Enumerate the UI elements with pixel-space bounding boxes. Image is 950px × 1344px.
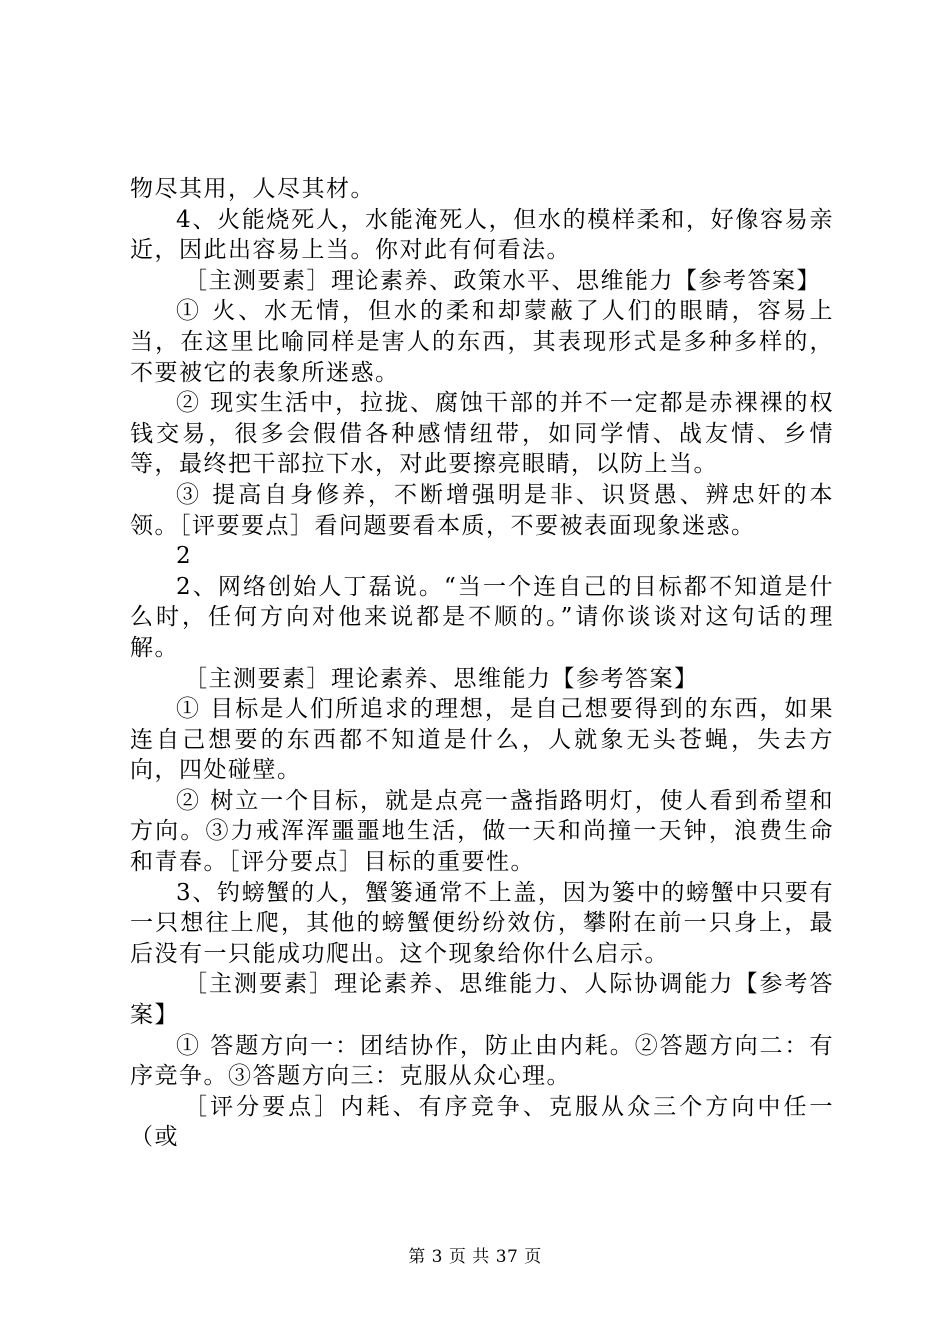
- page-footer: 第 3 页 共 37 页: [408, 1247, 542, 1267]
- paragraph-answer-1-2: ② 现实生活中，拉拢、腐蚀干部的并不一定都是赤裸裸的权钱交易，很多会假借各种感情纽带，如同学情、战友情、乡情等，最终把干部拉下水，对此要擦亮眼睛，以防上当。: [130, 390, 834, 478]
- paragraph-test-elements-1: ［主测要素］理论素养、政策水平、思维能力【参考答案】: [184, 267, 821, 294]
- paragraph-answer-1-1: ① 火、水无情，但水的柔和却蒙蔽了人们的眼睛，容易上当，在这里比喻同样是害人的东西，其表现形式是多种多样的，不要被它的表象所迷惑。: [130, 298, 834, 386]
- paragraph-test-elements-3: ［主测要素］理论素养、思维能力、人际协调能力【参考答案】: [130, 971, 834, 1029]
- paragraph-question-2: 2、网络创始人丁磊说。“当一个连自己的目标都不知道是什么时，任何方向对他来说都是不顺的。”请你谈谈对这句话的理解。: [130, 573, 834, 661]
- paragraph-scoring-points-3: ［评分要点］内耗、有序竞争、克服从众三个方向中任一（或: [130, 1093, 834, 1151]
- document-body: [130, 174, 834, 1153]
- paragraph-answer-2-1: ① 目标是人们所追求的理想，是自己想要得到的东西，如果连自己想要的东西都不知道是什么，人就象无头苍蝇，失去方向，四处碰壁。: [130, 696, 834, 784]
- paragraph-section-number: 2: [176, 543, 193, 570]
- paragraph-question-4: 4、火能烧死人，水能淹死人，但水的模样柔和，好像容易亲近，因此出容易上当。你对此有何看法。: [130, 206, 834, 264]
- paragraph-0: 物尽其用，人尽其材。: [130, 176, 375, 202]
- paragraph-test-elements-2: ［主测要素］理论素养、思维能力【参考答案】: [184, 665, 699, 692]
- paragraph-answer-1-3: ③ 提高自身修养，不断增强明是非、识贤愚、辨忠奸的本领。［评要要点］看问题要看本质，不要被表面现象迷惑。: [130, 481, 834, 539]
- paragraph-question-3: 3、钓螃蟹的人，蟹篓通常不上盖，因为篓中的螃蟹中只要有一只想往上爬，其他的螃蟹便纷纷效仿，攀附在前一只身上，最后没有一只能成功爬出。这个现象给你什么启示。: [130, 879, 834, 967]
- paragraph-answer-2-2: ② 树立一个目标，就是点亮一盏指路明灯，使人看到希望和方向。③力戒浑浑噩噩地生活，做一天和尚撞一天钟，浪费生命和青春。［评分要点］目标的重要性。: [130, 787, 834, 876]
- paragraph-answer-3-1: ① 答题方向一：团结协作，防止由内耗。②答题方向二：有序竞争。③答题方向三：克服从众心理。: [130, 1032, 834, 1090]
